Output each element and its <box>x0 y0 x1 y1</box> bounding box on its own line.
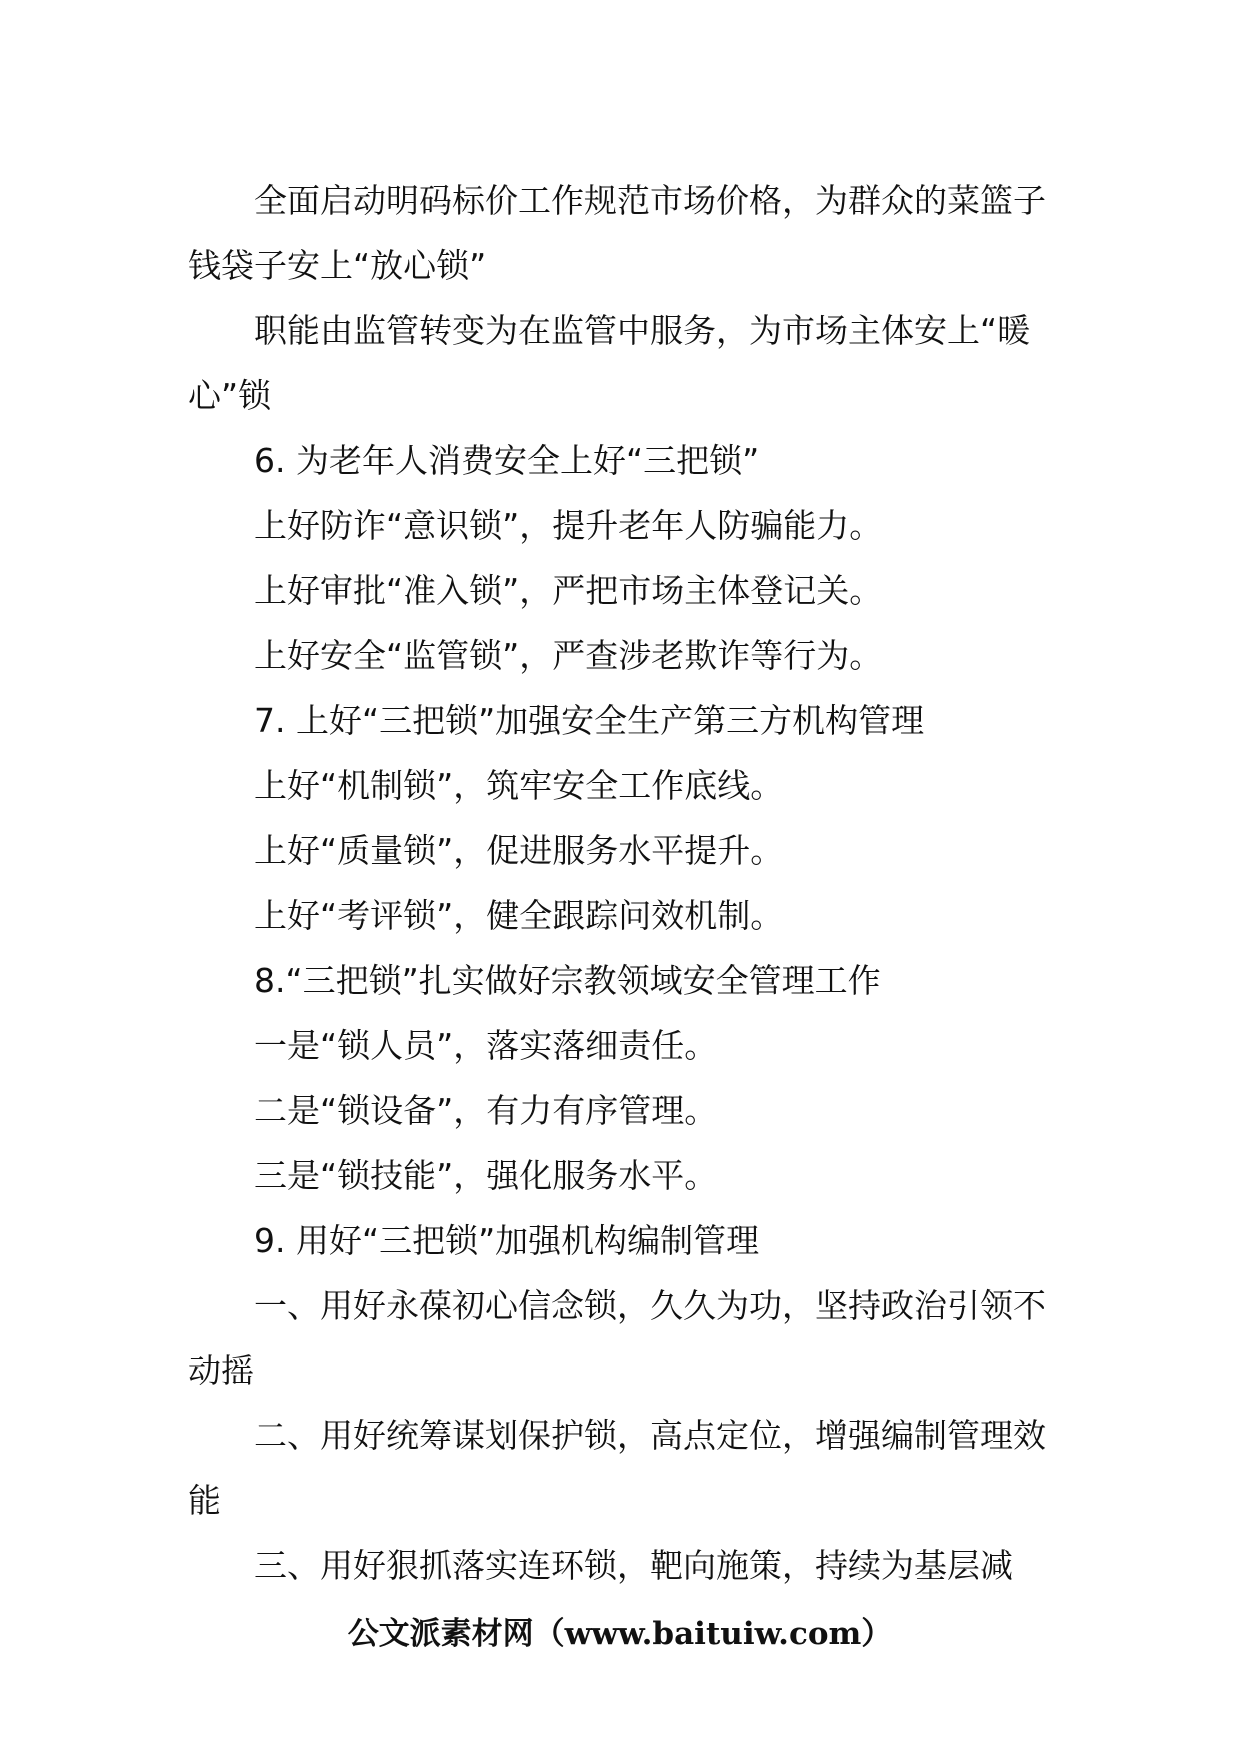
paragraph: 上好审批“准入锁”，严把市场主体登记关。 <box>254 571 883 610</box>
paragraph: 8.“三把锁”扎实做好宗教领域安全管理工作 <box>254 961 881 1000</box>
paragraph: 二、用好统筹谋划保护锁，高点定位，增强编制管理效能 <box>188 1416 1046 1520</box>
paragraph: 上好安全“监管锁”，严查涉老欺诈等行为。 <box>254 636 883 675</box>
paragraph: 6. 为老年人消费安全上好“三把锁” <box>254 441 760 480</box>
paragraph: 上好“机制锁”，筑牢安全工作底线。 <box>254 766 784 805</box>
paragraph: 上好“考评锁”，健全跟踪问效机制。 <box>254 896 784 935</box>
paragraph: 9. 用好“三把锁”加强机构编制管理 <box>254 1221 760 1260</box>
footer-watermark: 公文派素材网（www.baituiw.com） <box>347 1616 893 1652</box>
paragraph: 全面启动明码标价工作规范市场价格，为群众的菜篮子钱袋子安上“放心锁” <box>188 181 1046 285</box>
paragraph: 上好“质量锁”，促进服务水平提升。 <box>254 831 784 870</box>
document-body <box>188 168 1058 1598</box>
paragraph: 上好防诈“意识锁”，提升老年人防骗能力。 <box>254 506 883 545</box>
paragraph: 三是“锁技能”，强化服务水平。 <box>254 1156 718 1195</box>
paragraph: 二是“锁设备”，有力有序管理。 <box>254 1091 718 1130</box>
paragraph: 一是“锁人员”，落实落细责任。 <box>254 1026 718 1065</box>
paragraph: 一、用好永葆初心信念锁，久久为功，坚持政治引领不动摇 <box>188 1286 1046 1390</box>
paragraph: 三、用好狠抓落实连环锁，靶向施策，持续为基层减 <box>254 1546 1013 1585</box>
paragraph: 7. 上好“三把锁”加强安全生产第三方机构管理 <box>254 701 925 740</box>
paragraph: 职能由监管转变为在监管中服务，为市场主体安上“暖心”锁 <box>188 311 1031 415</box>
